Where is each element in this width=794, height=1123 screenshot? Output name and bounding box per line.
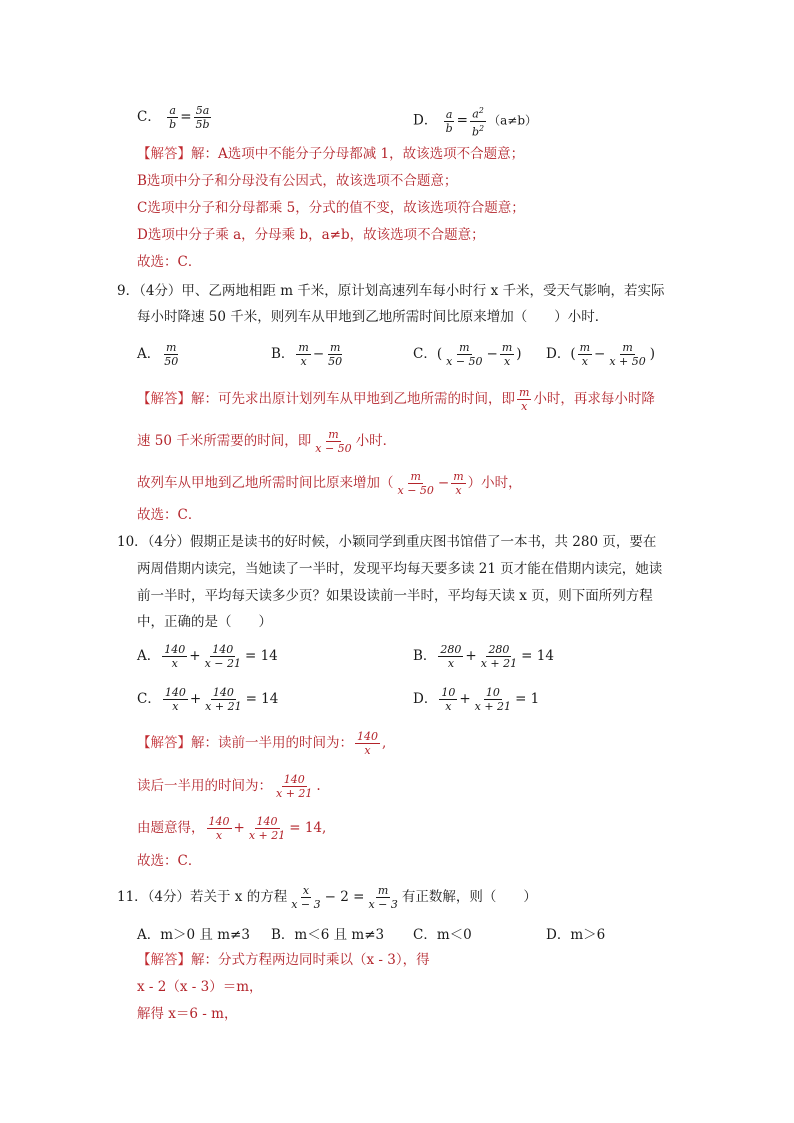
fraction: $\frac{m}{50}$ [164, 341, 179, 368]
fraction: $\frac{140}{x + 21}$ [276, 773, 313, 800]
q11-option-b: B．m＜6 且 m≠3 [271, 927, 385, 943]
fraction: $\frac{140}{x}$ [164, 686, 186, 713]
q8-answer-line-4: D选项中分子乘 a，分母乘 b，a≠b，故该选项不合题意； [137, 227, 485, 243]
fraction: $\frac{m}{x - 50}$ [315, 428, 352, 455]
fraction: $\frac{10}{x + 21}$ [474, 686, 512, 713]
fraction: $\frac{m}{x + 50}$ [609, 341, 646, 368]
fraction: $\frac{280}{x}$ [440, 643, 462, 670]
q9-answer-line-3: 故列车从甲地到乙地所需时间比原来增加（ $\frac{m}{x - 50}$ − $\frac{m}{x}$ ）小时， [137, 470, 522, 497]
q10-option-d: D． $\frac{10}{x}$ + $\frac{10}{x + 21}$ = 1 [413, 686, 540, 713]
fraction: $\frac{140}{x + 21}$ [205, 686, 242, 713]
q11-option-a: A．m＞0 且 m≠3 [137, 927, 250, 943]
fraction: $\frac{140}{x - 21}$ [204, 643, 241, 670]
q11-option-c: C．m＜0 [413, 927, 472, 943]
q9-answer-line-4: 故选：C． [137, 507, 202, 523]
q10-stem-line-2: 两周借期内读完，当她读了一半时，发现平均每天要多读 21 页才能在借期内读完，她读 [137, 561, 663, 577]
fraction: $\frac{a}{b}$ [445, 107, 453, 135]
q9-answer-line-1: 【解答】解：可先求出原计划列车从甲地到乙地所需的时间，即 $\frac{m}{x}$ 小时，再求每小时降 [137, 386, 655, 413]
fraction: $\frac{m}{x}$ [453, 470, 464, 497]
q9-option-d: D．( $\frac{m}{x}$ − $\frac{m}{x + 50}$ ) [546, 341, 656, 368]
q10-stem-line-3: 前一半时，平均每天读多少页？如果设读前一半时，平均每天读 x 页，则下面所列方程 [137, 588, 653, 604]
q9-option-b: B． $\frac{m}{x}$ − $\frac{m}{50}$ [271, 341, 343, 368]
q8-answer-line-5: 故选：C． [137, 254, 202, 270]
fraction: $\frac{5a}{5b}$ [195, 104, 210, 131]
q9-option-c: C．( $\frac{m}{x - 50}$ − $\frac{m}{x}$ ) [413, 341, 522, 368]
q9-stem-line-2: 每小时降速 50 千米，则列车从甲地到乙地所需时间比原来增加（ ）小时． [137, 309, 609, 325]
fraction: $\frac{a}{b}$ [169, 104, 177, 131]
q10-stem-line-4: 中，正确的是（ ） [137, 614, 272, 630]
q10-answer-line-2: 读后一半用的时间为： $\frac{140}{x + 21}$ . [137, 773, 321, 800]
fraction: $\frac{a^2}{b^2}$ [471, 106, 485, 139]
q9-option-a: A． $\frac{m}{50}$ [137, 341, 179, 368]
fraction: $\frac{m}{x}$ [501, 341, 513, 368]
fraction: $\frac{140}{x}$ [357, 730, 378, 757]
q10-stem-line-1: 10．（4分）假期正是读书的好时候，小颖同学到重庆图书馆借了一本书，共 280 页，要在 [117, 534, 657, 550]
q10-answer-line-1: 【解答】解：读前一半用的时间为： $\frac{140}{x}$ , [137, 730, 387, 757]
q8-answer-line-2: B选项中分子和分母没有公因式，故该选项不合题意； [137, 173, 458, 189]
q10-answer-line-3: 由题意得， $\frac{140}{x}$ + $\frac{140}{x + 21}$ = 14, [137, 815, 327, 842]
q10-option-b: B． $\frac{280}{x}$ + $\frac{280}{x + 21}$ = 14 [413, 643, 554, 670]
q8-answer-line-1: 【解答】解：A选项中不能分子分母都减 1，故该选项不合题意； [137, 146, 525, 162]
fraction: $\frac{m}{50}$ [328, 341, 343, 368]
q11-answer-line-2: x - 2（x - 3）＝m， [137, 979, 263, 995]
fraction: $\frac{10}{x}$ [441, 686, 456, 713]
q10-option-a: A． $\frac{140}{x}$ + $\frac{140}{x - 21}$ = 14 [137, 643, 278, 670]
q11-answer-line-3: 解得 x＝6 - m， [137, 1006, 238, 1022]
fraction: $\frac{140}{x + 21}$ [248, 815, 286, 842]
q8-option-d: D． $\frac{a}{b}$ = $\frac{a^2}{b^2}$ （a≠b） [413, 106, 538, 139]
fraction: $\frac{m}{x}$ [519, 386, 530, 413]
q11-stem: 11．（4分）若关于 x 的方程 $\frac{x}{x - 3}$ − 2 = $\frac{m}{x - 3}$ 有正数解，则（ ） [117, 884, 537, 911]
fraction: $\frac{m}{x}$ [298, 341, 309, 368]
q11-option-d: D．m＞6 [546, 927, 606, 943]
q8-answer-line-3: C选项中分子和分母都乘 5，分式的值不变，故该选项符合题意； [137, 200, 525, 216]
fraction: $\frac{140}{x}$ [164, 643, 186, 670]
q9-stem-line-1: 9．（4分）甲、乙两地相距 m 千米，原计划高速列车每小时行 x 千米，受天气影响，若实际 [117, 283, 665, 299]
fraction: $\frac{x}{x - 3}$ [291, 884, 321, 911]
fraction: $\frac{m}{x}$ [579, 341, 591, 368]
fraction: $\frac{m}{x - 50}$ [446, 341, 483, 368]
q8-option-c: C． $\frac{a}{b}$ = $\frac{5a}{5b}$ [137, 104, 210, 131]
fraction: $\frac{m}{x - 50}$ [397, 470, 434, 497]
fraction: $\frac{140}{x}$ [208, 815, 230, 842]
q10-answer-line-4: 故选：C． [137, 853, 202, 869]
q10-option-c: C． $\frac{140}{x}$ + $\frac{140}{x + 21}$ = 14 [137, 686, 279, 713]
q11-answer-line-1: 【解答】解：分式方程两边同时乘以（x - 3），得 [137, 952, 430, 968]
fraction: $\frac{m}{x - 3}$ [368, 884, 398, 911]
q9-answer-line-2: 速 50 千米所需要的时间，即 $\frac{m}{x - 50}$ 小时． [137, 428, 397, 455]
fraction: $\frac{280}{x + 21}$ [480, 643, 518, 670]
